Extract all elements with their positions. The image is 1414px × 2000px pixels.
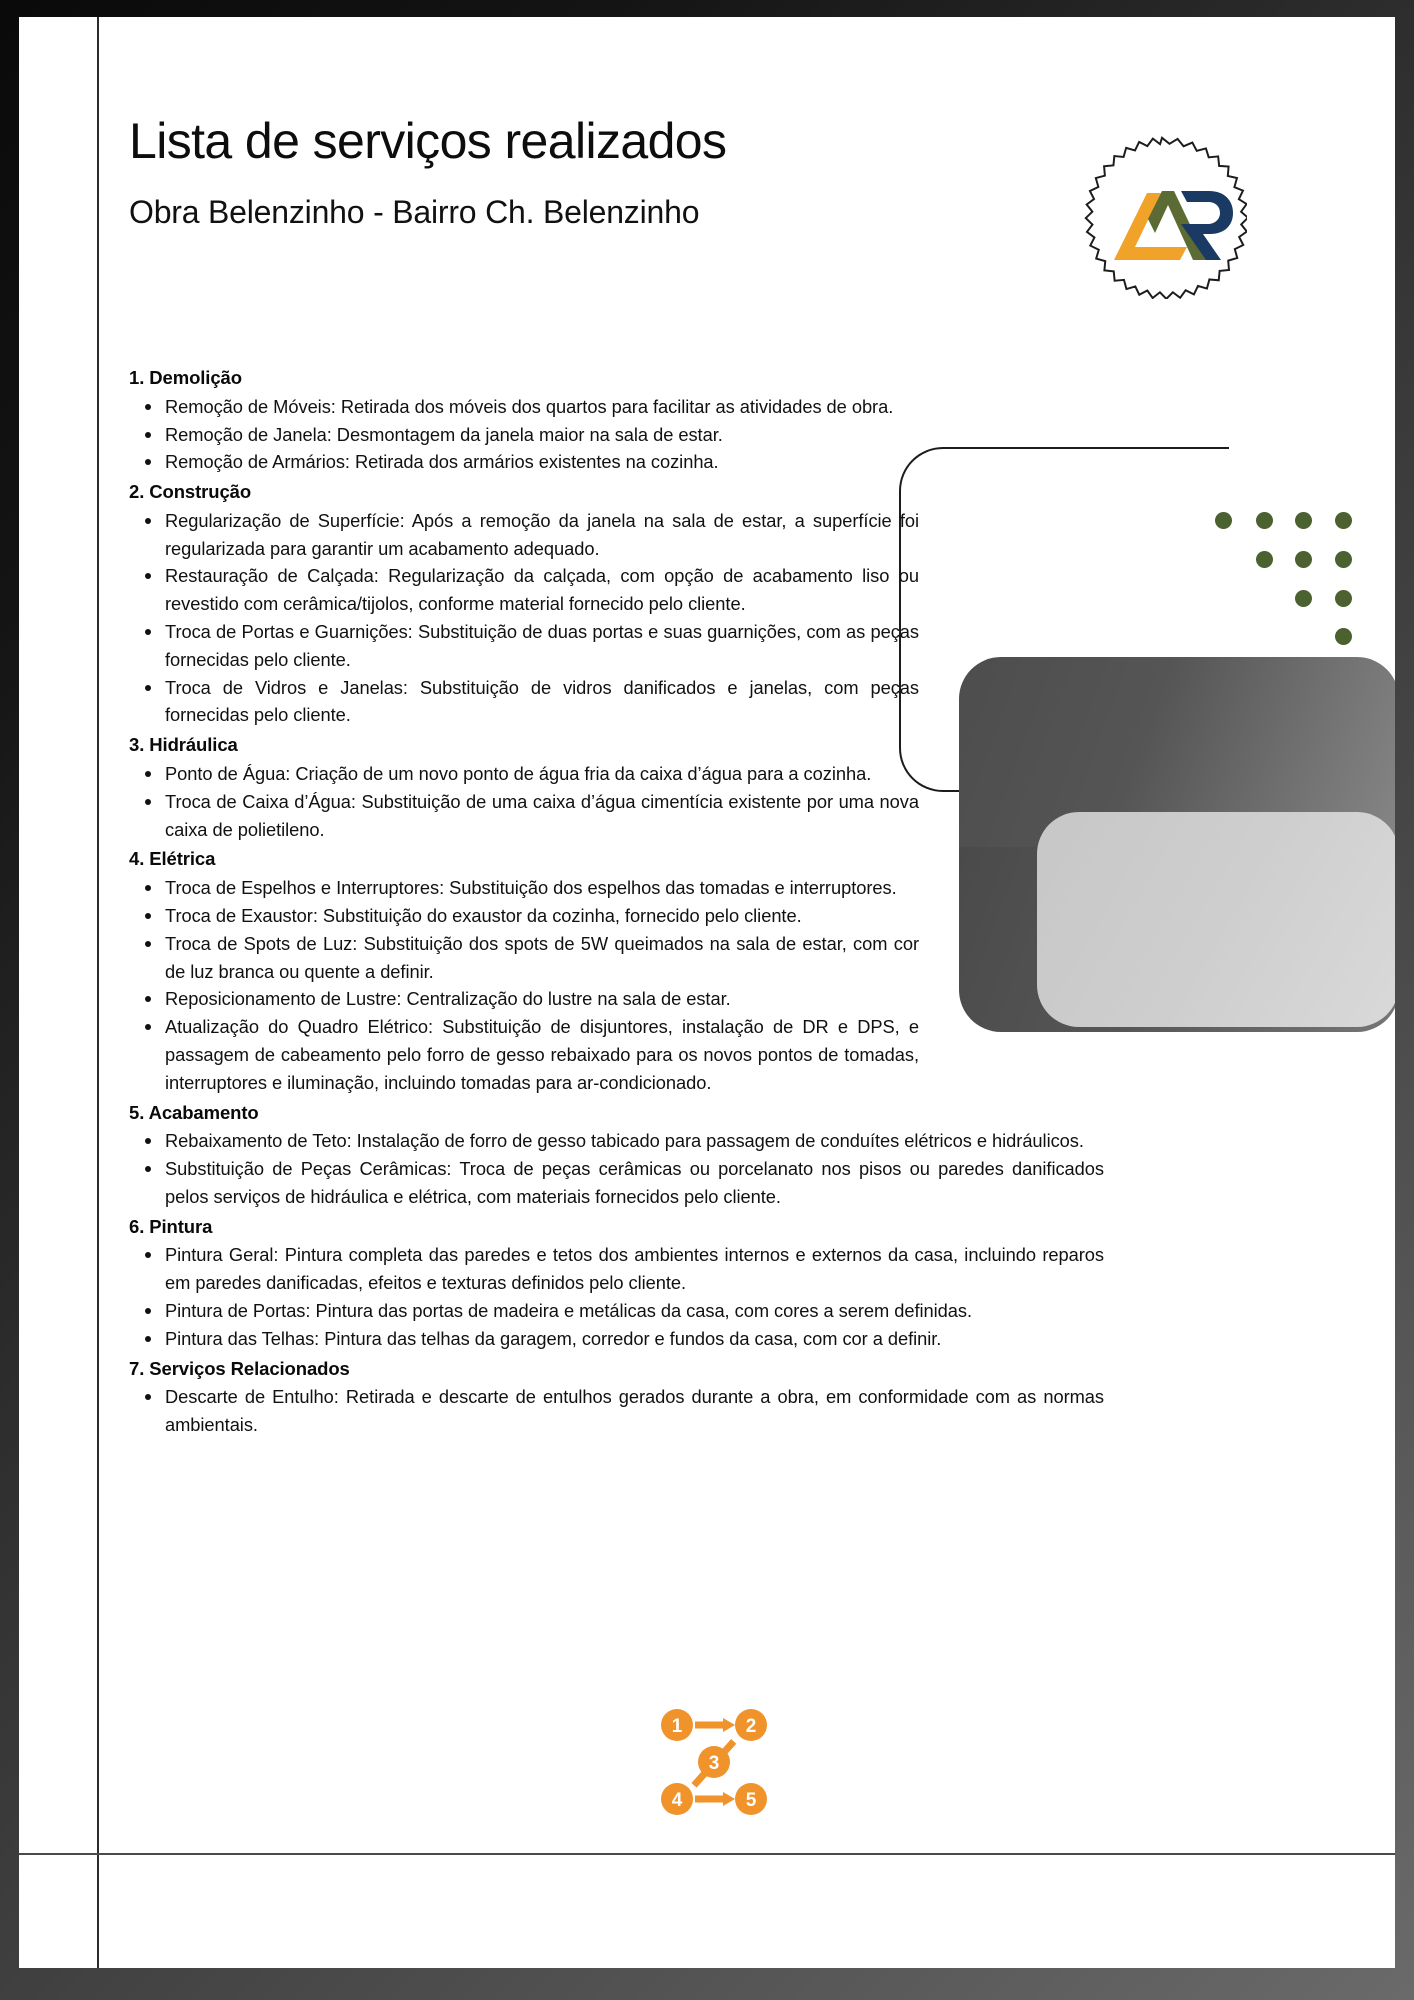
section-item-list xyxy=(129,1241,1309,1352)
flow-arrow-4-5-head xyxy=(723,1792,735,1806)
document-page xyxy=(19,17,1395,1968)
process-flow-icon xyxy=(659,1707,769,1817)
list-item: Ponto de Água: Criação de um novo ponto de água fria da caixa d’água para a cozinha. xyxy=(129,760,919,788)
flow-arrow-1-2-head xyxy=(723,1718,735,1732)
list-item: Pintura Geral: Pintura completa das paredes e tetos dos ambientes internos e externos da casa, incluindo reparos em paredes danificadas, efeitos e texturas definidos pelo cliente. xyxy=(129,1241,1104,1297)
page-subtitle: Obra Belenzinho - Bairro Ch. Belenzinho xyxy=(129,194,700,230)
svg-text:2: 2 xyxy=(745,1716,757,1737)
service-list xyxy=(129,362,1309,1441)
list-item: Pintura de Portas: Pintura das portas de madeira e metálicas da casa, com cores a serem definidas. xyxy=(129,1297,1104,1325)
section-item-list xyxy=(129,874,1309,1096)
page-gutter-rule xyxy=(97,17,99,1968)
list-item: Troca de Caixa d’Água: Substituição de uma caixa d’água cimentícia existente por uma nova caixa de polietileno. xyxy=(129,788,919,844)
section-item-list xyxy=(129,393,1309,476)
list-item: Troca de Exaustor: Substituição do exaustor da cozinha, fornecido pelo cliente. xyxy=(129,902,919,930)
list-item: Pintura das Telhas: Pintura das telhas da garagem, corredor e fundos da casa, com cor a definir. xyxy=(129,1325,1104,1353)
section-item-list xyxy=(129,1383,1309,1439)
section-heading: 4. Elétrica xyxy=(129,848,216,870)
section-item-list xyxy=(129,760,1309,843)
section-heading: 3. Hidráulica xyxy=(129,734,238,756)
list-item: Reposicionamento de Lustre: Centralização do lustre na sala de estar. xyxy=(129,985,919,1013)
section-heading: 6. Pintura xyxy=(129,1215,213,1237)
list-item: Restauração de Calçada: Regularização da calçada, com opção de acabamento liso ou revestido com cerâmica/tijolos, conforme material fornecido pelo cliente. xyxy=(129,562,919,618)
list-item: Substituição de Peças Cerâmicas: Troca de peças cerâmicas ou porcelanato nos pisos ou paredes danificados pelos serviços de hidráulica e elétrica, com materiais fornecidos pelo cliente. xyxy=(129,1155,1104,1211)
list-item: Troca de Spots de Luz: Substituição dos spots de 5W queimados na sala de estar, com cor de luz branca ou quente a definir. xyxy=(129,930,919,986)
list-item: Atualização do Quadro Elétrico: Substituição de disjuntores, instalação de DR e DPS, e passagem de cabeamento pelo forro de gesso rebaixado para os novos pontos de tomadas, interruptores e iluminação, incluindo tomadas para ar-condicionado. xyxy=(129,1013,919,1096)
list-item: Remoção de Armários: Retirada dos armários existentes na cozinha. xyxy=(129,448,919,476)
flow-arrow-4-5-shaft xyxy=(695,1796,725,1803)
page-footer-rule xyxy=(19,1853,1395,1855)
list-item: Rebaixamento de Teto: Instalação de forro de gesso tabicado para passagem de conduítes elétricos e hidráulicos. xyxy=(129,1127,1104,1155)
lar-logo xyxy=(1077,129,1247,299)
page-title: Lista de serviços realizados xyxy=(129,113,727,169)
list-item: Regularização de Superfície: Após a remoção da janela na sala de estar, a superfície foi regularizada para garantir um acabamento adequado. xyxy=(129,507,919,563)
section-heading: 1. Demolição xyxy=(129,367,242,388)
section-heading: 2. Construção xyxy=(129,481,252,503)
svg-text:5: 5 xyxy=(745,1790,757,1811)
lar-logo-svg xyxy=(1077,129,1247,299)
section-item-list xyxy=(129,1127,1309,1210)
svg-text:4: 4 xyxy=(671,1790,683,1811)
list-item: Troca de Espelhos e Interruptores: Substituição dos espelhos das tomadas e interruptores. xyxy=(129,874,919,902)
section-heading: 7. Serviços Relacionados xyxy=(129,1357,350,1379)
list-item: Troca de Portas e Guarnições: Substituição de duas portas e suas guarnições, com as peças fornecidas pelo cliente. xyxy=(129,618,919,674)
svg-text:3: 3 xyxy=(708,1753,720,1774)
section-heading: 5. Acabamento xyxy=(129,1101,259,1123)
section-item-list xyxy=(129,507,1309,729)
list-item: Troca de Vidros e Janelas: Substituição de vidros danificados e janelas, com peças fornecidas pelo cliente. xyxy=(129,674,919,730)
svg-text:1: 1 xyxy=(671,1716,683,1737)
flow-arrow-1-2-shaft xyxy=(695,1722,725,1729)
list-item: Remoção de Janela: Desmontagem da janela maior na sala de estar. xyxy=(129,421,919,449)
list-item: Remoção de Móveis: Retirada dos móveis dos quartos para facilitar as atividades de obra. xyxy=(129,393,919,421)
list-item: Descarte de Entulho: Retirada e descarte de entulhos gerados durante a obra, em conformidade com as normas ambientais. xyxy=(129,1383,1104,1439)
